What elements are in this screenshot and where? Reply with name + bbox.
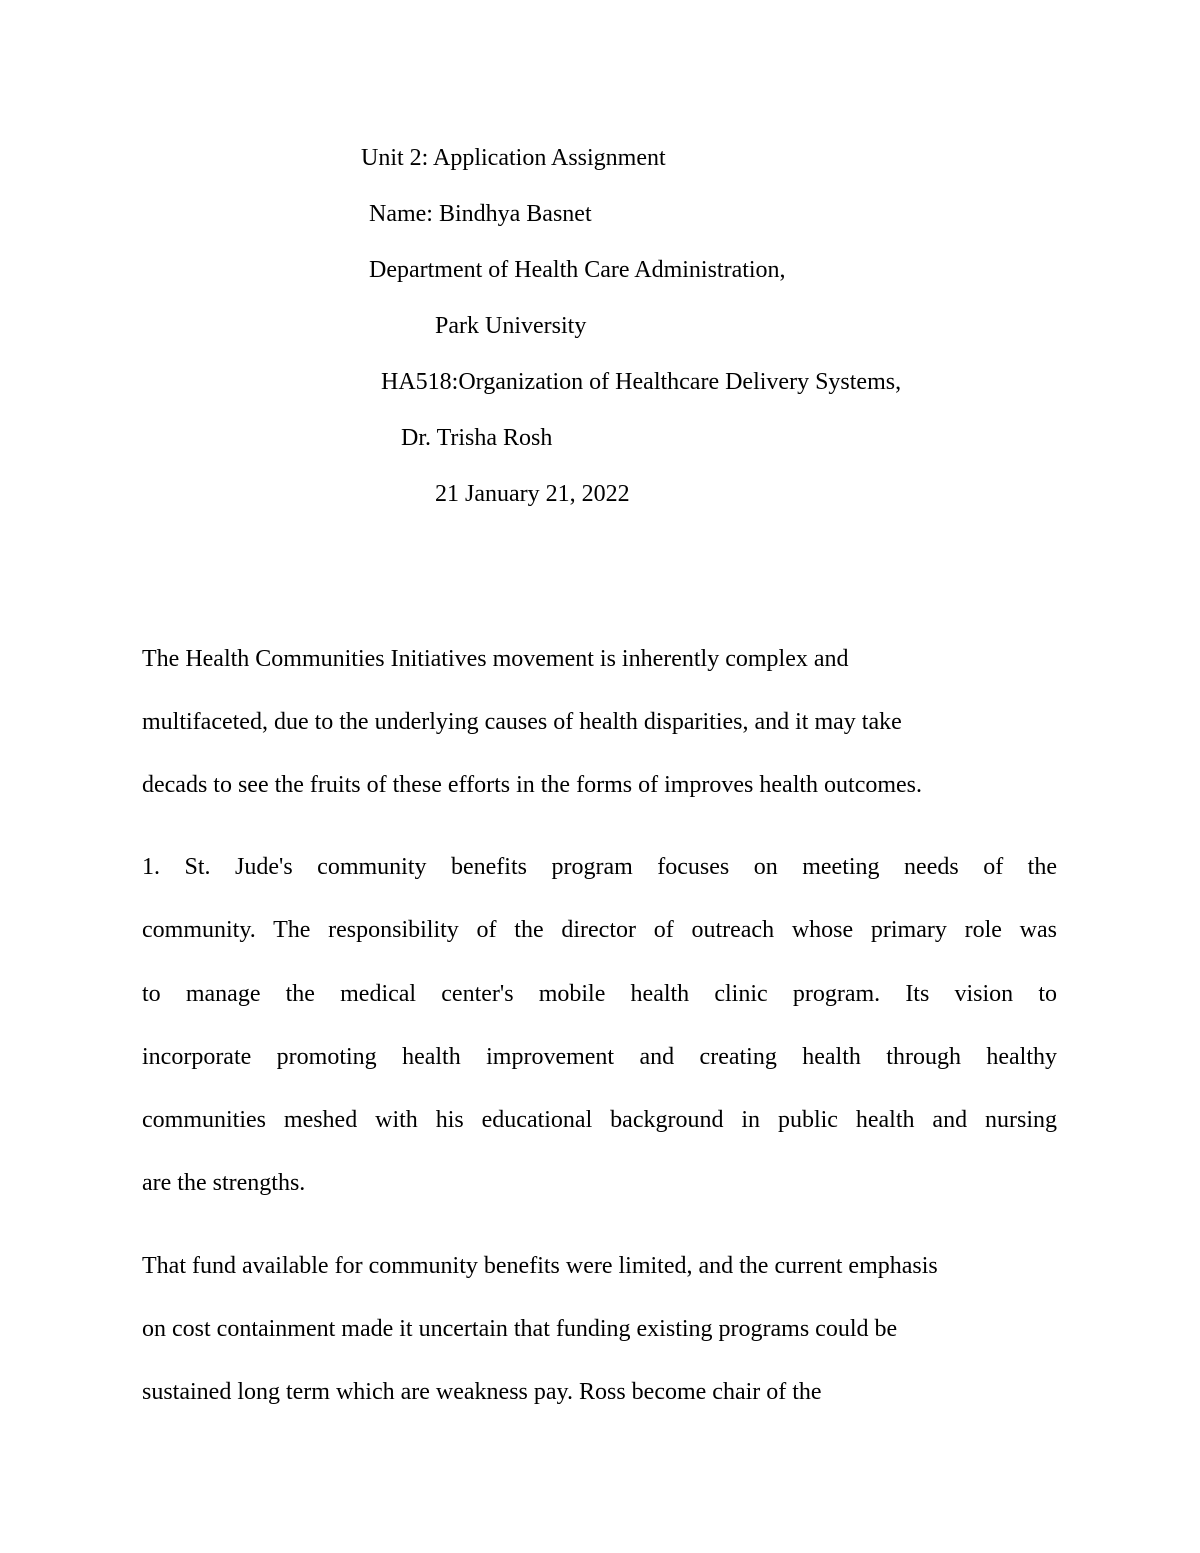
- paragraph-line: multifaceted, due to the underlying causes of health disparities, and it may take: [142, 709, 902, 735]
- paragraph-line: The Health Communities Initiatives movement is inherently complex and: [142, 646, 849, 672]
- paragraph-line: communities meshed with his educational background in public health and nursing: [142, 1107, 1057, 1133]
- paragraph-line: 1. St. Jude's community benefits program focuses on meeting needs of the: [142, 854, 1057, 880]
- paragraph-line: are the strengths.: [142, 1170, 306, 1196]
- assignment-title: Unit 2: Application Assignment: [361, 145, 666, 171]
- university-name: Park University: [435, 313, 587, 339]
- paragraph-line: to manage the medical center's mobile health clinic program. Its vision to: [142, 981, 1057, 1007]
- paragraph-line: community. The responsibility of the director of outreach whose primary role was: [142, 917, 1057, 943]
- submission-date: 21 January 21, 2022: [435, 481, 630, 507]
- instructor-name: Dr. Trisha Rosh: [401, 425, 553, 451]
- paragraph-line: on cost containment made it uncertain that funding existing programs could be: [142, 1316, 898, 1342]
- paragraph-line: decads to see the fruits of these efforts in the forms of improves health outcomes.: [142, 772, 923, 798]
- paragraph-line: That fund available for community benefits were limited, and the current emphasis: [142, 1253, 938, 1279]
- course-name: HA518:Organization of Healthcare Delivery Systems,: [381, 369, 902, 395]
- department-name: Department of Health Care Administration,: [369, 257, 786, 283]
- author-name: Name: Bindhya Basnet: [369, 201, 592, 227]
- paragraph-line: incorporate promoting health improvement and creating health through healthy: [142, 1044, 1057, 1070]
- paragraph-line: sustained long term which are weakness pay. Ross become chair of the: [142, 1379, 822, 1405]
